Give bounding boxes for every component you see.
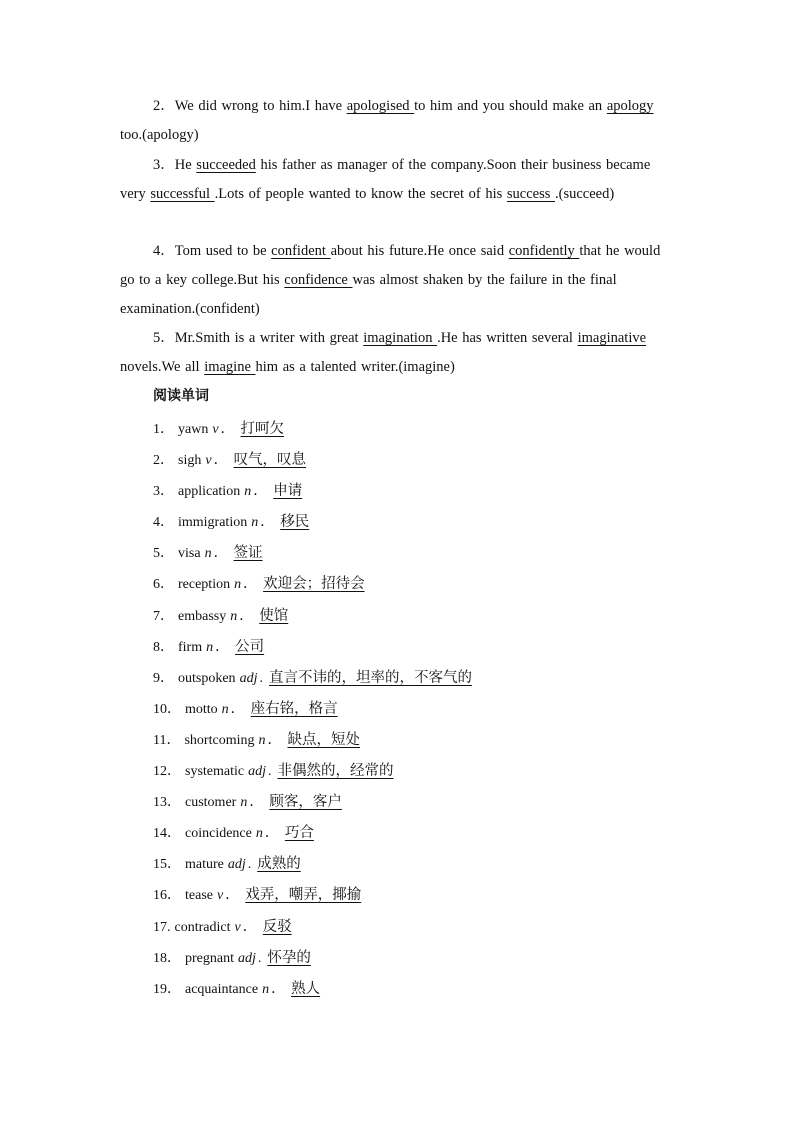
vocab-number: 7． [153, 608, 174, 624]
vocab-number: 1． [153, 422, 174, 437]
vocab-separator: ． [213, 453, 228, 469]
sentence-text: too.(apology) [120, 127, 199, 143]
vocab-number: 11． [153, 732, 181, 748]
sentence-text: 2．We did wrong to him.I have [153, 98, 347, 114]
vocab-number: 5． [153, 546, 174, 562]
vocab-meaning: 叹气，叹息 [233, 452, 307, 469]
vocab-meaning: 巧合 [284, 825, 314, 842]
vocab-part-of-speech: adj [227, 857, 246, 873]
vocab-separator: ． [267, 732, 282, 748]
vocab-part-of-speech: n [204, 546, 212, 562]
vocab-separator: ． [225, 888, 240, 904]
vocab-number: 18． [153, 950, 181, 966]
vocab-separator: . [257, 950, 262, 966]
vocab-word: firm [178, 639, 203, 655]
vocab-item [153, 602, 472, 633]
vocab-meaning: 申请 [273, 483, 303, 500]
vocab-part-of-speech: v [212, 422, 219, 437]
vocab-word: acquaintance [185, 981, 259, 997]
vocab-part-of-speech: n [230, 608, 238, 624]
vocab-part-of-speech: adj [248, 764, 266, 780]
answer-blank: confident [271, 243, 331, 259]
vocab-number: 8． [153, 639, 174, 655]
vocab-number: 9． [153, 670, 174, 686]
exercise-paragraph-2 [120, 92, 665, 150]
vocab-word: sigh [178, 453, 202, 469]
vocab-separator: ． [213, 546, 228, 562]
vocab-number: 10． [153, 701, 181, 717]
vocab-item [153, 570, 472, 601]
answer-blank: confidently [508, 243, 580, 259]
vocab-separator: ． [220, 422, 235, 437]
vocab-separator: ． [230, 701, 245, 717]
vocab-meaning: 顾客，客户 [269, 794, 342, 811]
vocab-number: 15． [153, 857, 181, 873]
answer-blank: succeeded [196, 157, 256, 173]
vocab-meaning: 公司 [235, 638, 265, 655]
sentence-text: novels.We all [120, 359, 205, 375]
vocab-item [153, 695, 472, 726]
vocab-separator: ． [239, 608, 254, 624]
vocab-item [153, 944, 472, 975]
vocab-separator: . [268, 764, 272, 780]
vocab-item [153, 850, 472, 881]
vocab-separator: . [247, 857, 252, 873]
sentence-text: 3．He [153, 157, 197, 173]
vocab-part-of-speech: n [234, 577, 242, 593]
vocab-separator: ． [215, 639, 230, 655]
exercise-paragraph-5 [120, 324, 665, 382]
sentence-text: 5．Mr.Smith is a writer with great [153, 330, 364, 346]
vocab-item [153, 477, 472, 508]
vocab-separator: . [259, 670, 263, 686]
vocab-meaning: 打呵欠 [240, 421, 285, 437]
vocab-item [153, 757, 472, 788]
vocab-item [153, 508, 472, 539]
vocab-number: 19． [153, 981, 181, 997]
vocab-meaning: 移民 [280, 514, 310, 531]
sentence-text: his father as manager of the company.Soon their business became very [120, 157, 651, 202]
answer-blank: imaginative [577, 330, 647, 346]
vocab-item [153, 881, 472, 912]
vocab-meaning: 座右铭，格言 [250, 700, 338, 717]
vocab-part-of-speech: n [240, 795, 248, 811]
vocab-meaning: 欢迎会；招待会 [263, 576, 365, 593]
vocab-item [153, 819, 472, 850]
vocab-separator: ． [271, 981, 286, 997]
vocab-word: yawn [178, 422, 209, 437]
vocab-word: visa [178, 546, 201, 562]
vocab-word: mature [185, 857, 224, 873]
vocab-part-of-speech: adj [239, 670, 258, 686]
vocab-word: outspoken [178, 670, 236, 686]
answer-blank: apologised [346, 98, 415, 114]
vocab-meaning: 成熟的 [257, 856, 301, 873]
vocab-word: contradict [174, 919, 231, 935]
vocab-word: customer [185, 795, 237, 811]
vocab-separator: ． [253, 484, 268, 500]
section-heading: 阅读单词 [153, 388, 209, 404]
vocab-number: 2． [153, 453, 174, 469]
vocab-number: 6． [153, 577, 174, 593]
answer-blank: successful [150, 186, 215, 202]
vocab-separator: ． [249, 795, 264, 811]
answer-blank: imagination [363, 330, 438, 346]
vocab-word: tease [185, 888, 213, 904]
vocab-meaning: 使馆 [259, 607, 289, 624]
vocab-word: shortcoming [184, 732, 255, 748]
vocab-number: 13． [153, 795, 181, 811]
vocab-part-of-speech: n [258, 732, 266, 748]
vocab-item [153, 726, 472, 757]
vocab-separator: ． [243, 577, 258, 593]
vocab-part-of-speech: v [234, 919, 241, 935]
vocab-meaning: 怀孕的 [267, 949, 311, 966]
answer-blank: confidence [284, 272, 353, 288]
vocab-item [153, 788, 472, 819]
vocab-meaning: 非偶然的，经常的 [277, 763, 394, 780]
vocab-word: embassy [178, 608, 227, 624]
sentence-text: about his future.He once said [330, 243, 509, 259]
vocab-meaning: 戏弄，嘲弄，揶揄 [245, 887, 362, 904]
vocab-part-of-speech: n [221, 701, 229, 717]
vocab-word: application [178, 484, 241, 500]
vocab-separator: ． [264, 826, 279, 842]
vocab-item [153, 913, 472, 944]
vocab-item [153, 975, 472, 1006]
sentence-text: was almost shaken by the failure in the final examination.(confident) [120, 272, 617, 317]
sentence-text: to him and you should make an [414, 98, 607, 114]
vocab-part-of-speech: v [205, 453, 212, 469]
sentence-text: him as a talented writer.(imagine) [255, 359, 455, 375]
vocab-part-of-speech: n [206, 639, 214, 655]
exercise-paragraph-3 [120, 151, 665, 209]
vocab-number: 17. [153, 919, 171, 935]
sentence-text: 4．Tom used to be [153, 243, 272, 259]
vocab-item [153, 664, 472, 695]
vocabulary-list [153, 415, 472, 1006]
vocab-meaning: 反驳 [262, 918, 292, 935]
vocab-meaning: 直言不讳的，坦率的，不客气的 [268, 669, 472, 686]
vocab-separator: ． [242, 919, 257, 935]
vocab-item [153, 633, 472, 664]
vocab-part-of-speech: adj [237, 950, 256, 966]
vocab-part-of-speech: v [216, 888, 224, 904]
vocab-part-of-speech: n [244, 484, 252, 500]
vocab-word: systematic [185, 764, 245, 780]
vocab-meaning: 熟人 [291, 980, 321, 997]
vocab-number: 14． [153, 826, 181, 842]
answer-blank: success [506, 186, 556, 202]
vocab-part-of-speech: n [262, 981, 270, 997]
vocab-word: reception [178, 577, 231, 593]
vocab-word: motto [185, 701, 218, 717]
vocab-word: immigration [178, 515, 248, 531]
vocab-item [153, 415, 472, 446]
sentence-text: .(succeed) [555, 186, 615, 202]
vocab-number: 12． [153, 764, 181, 780]
sentence-text: .Lots of people wanted to know the secret of his [214, 186, 507, 202]
vocab-number: 3． [153, 484, 174, 500]
vocab-number: 16． [153, 888, 181, 904]
vocab-separator: ． [260, 515, 275, 531]
answer-blank: apology [606, 98, 654, 114]
answer-blank: imagine [204, 359, 256, 375]
sentence-text: .He has written several [437, 330, 578, 346]
vocab-word: pregnant [185, 950, 234, 966]
vocab-meaning: 缺点，短处 [287, 731, 360, 748]
vocab-number: 4． [153, 515, 174, 531]
vocab-part-of-speech: n [255, 826, 263, 842]
exercise-paragraph-4 [120, 237, 665, 324]
vocab-meaning: 签证 [233, 545, 263, 562]
vocab-item [153, 539, 472, 570]
vocab-item [153, 446, 472, 477]
vocab-word: coincidence [185, 826, 252, 842]
vocab-part-of-speech: n [251, 515, 259, 531]
sentence-text: that he would go to a key college.But his [120, 243, 661, 288]
